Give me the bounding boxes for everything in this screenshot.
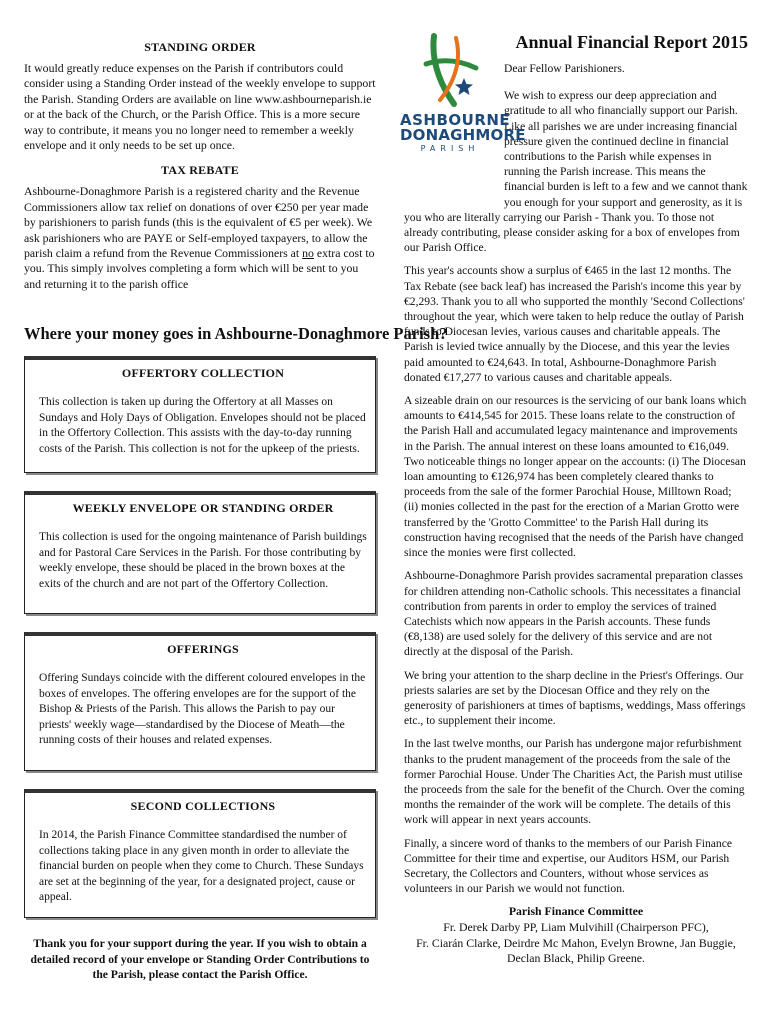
offerings-box	[24, 632, 376, 771]
thanks-note: Thank you for your support during the year. If you wish to obtain a detailed record of your envelope or Standing Order Contributions to the Parish, please contact the Parish Office.	[30, 937, 370, 982]
standing-order-section	[24, 40, 376, 153]
report-paragraph: We bring your attention to the sharp decline in the Priest's Offerings. Our priests salaries are set by the Diocesan Office and they rely on the generosity of parishioners at times of baptisms, weddings, Mass offerings etc., to supplement their income.	[404, 668, 746, 728]
box-text: Offering Sundays coincide with the different coloured envelopes in the boxes of envelopes. The offering envelopes are for the support of the Bishop & Priests of the Parish. This allows the Parish to pay our priests' weekly wage—standardised by the Diocese of Meath—the running costs of their houses and related expenses.	[39, 672, 366, 746]
report-paragraph: Finally, a sincere word of thanks to the members of our Parish Finance Committee for their time and expertise, our Auditors HSM, our Parish Secretary, the Collectors and Counters, without whose services as volunteers in our Parish we would not function.	[404, 836, 732, 896]
logo-line1: ASHBOURNE	[400, 111, 511, 129]
tax-rebate-text-underlined: no	[302, 246, 314, 261]
standing-order-text: It would greatly reduce expenses on the Parish if contributors could consider using a Standing Order instead of the weekly envelope to support the Parish. Standing Orders are available on line www.ashbourneparish.ie or at the back of the Church, or the Parish Office. This is a more secure way to contribute, it means you no longer need to remember a weekly envelope and it only needs to be set up once.	[24, 61, 376, 153]
tax-rebate-text	[24, 184, 376, 292]
paragraph-text: We wish to express our deep appreciation and gratitude to all who financially support our Parish. Like all parishes we are under increasing financial pressure given the continued decline in financial contributions to the Parish while expenses in running the Parish increase. This means the financial burden is left to a few and we cannot thank you enough for your support and generosity, as it is you who are literally carrying our Parish - Thank you. To those not already contributing, please consider asking for a box of envelopes from our Parish Office.	[404, 89, 748, 255]
parish-logo	[400, 30, 526, 153]
second-collections-box	[24, 789, 376, 918]
tax-rebate-heading: TAX REBATE	[161, 163, 239, 178]
cross-star-logo-icon	[420, 30, 480, 108]
left-column	[24, 40, 448, 983]
box-heading: SECOND COLLECTIONS	[130, 799, 276, 814]
committee-name: Parish Finance Committee	[508, 904, 644, 919]
box-heading: OFFERINGS	[167, 642, 239, 657]
box-text: In 2014, the Parish Finance Committee standardised the number of collections taking place in any given month in order to alleviate the financial burden on people when they come to Church. These Sundays are set at the beginning of the year, for a designated project, cause or appeal.	[39, 829, 364, 903]
report-paragraph: A sizeable drain on our resources is the servicing of our bank loans which amounts to €414,545 for 2015. These loans relate to the construction of the Parish Hall and accumulated legacy maintenance and improvements in the Parish. The annual interest on these loans amounted to €16,049. Two noticeable things no longer appear on the accounts: (i) The Diocesan loan amounting to €126,974 has been completely cleared thanks to proceeds from the sale of the former Parochial House, Milltown Road; (ii) monies collected in the past for the erection of a Marian Grotto were transferred by the 'Grotto Committee' to the Parish Hall during its construction having recognised that the needs of the Parish have changed since the monies were first collected.	[404, 394, 747, 560]
tax-rebate-text-part2: extra cost to you. This simply involves completing a form which will be sent to you and returning it to the parish office	[24, 246, 375, 291]
report-paragraph: Ashbourne-Donaghmore Parish provides sacramental preparation classes for children attending non-Catholic schools. This necessitates a financial contribution from parents in order to employ the services of trained Catechists which now appears in the Parish accounts. These funds (€8,138) are used solely for the delivery of this service and are not directly at the disposal of the Parish.	[404, 569, 744, 659]
right-column	[400, 28, 748, 967]
tax-rebate-section	[24, 163, 376, 292]
finance-committee	[404, 904, 748, 966]
logo-line2: DONAGHMORE	[400, 126, 526, 144]
weekly-envelope-box	[24, 491, 376, 614]
box-text: This collection is taken up during the Offertory at all Masses on Sundays and Holy Days of Obligation. Envelopes should not be placed in the Offertory Collection. This assists with the day-to-day running costs of the Parish. This collection is not for the upkeep of the priests.	[39, 396, 366, 455]
report-paragraph: This year's accounts show a surplus of €465 in the last 12 months. The Tax Rebate (see back leaf) has increased the Parish's income this year by €2,293. Thank you to all who supported the monthly 'Second Collections' throughout the year, which were taken to help reduce the outlay of Parish funds to Diocesan levies, various causes and charitable appeals. The Parish is levied twice annually by the Diocese, and this year the levies paid amounted to €24,643. In total, Ashbourne-Donaghmore Parish donated €17,277 to various causes and charitable appeals.	[404, 264, 745, 384]
logo-line3: PARISH	[420, 144, 480, 153]
report-title: Annual Financial Report 2015	[515, 32, 748, 52]
offertory-collection-box	[24, 356, 376, 473]
report-paragraph: In the last twelve months, our Parish has undergone major refurbishment thanks to the prudent management of the proceeds from the sale of the former Parochial House. Under The Charities Act, the Parish must utilise the proceeds from the sale for the benefit of the Church. Over the coming months the remainder of the work will be complete. The details of this work will appear in next years accounts.	[404, 737, 745, 827]
money-section-title: Where your money goes in Ashbourne-Donaghmore Parish?	[24, 324, 448, 344]
committee-line: Fr. Derek Darby PP, Liam Mulvihill (Chairperson PFC),	[443, 919, 709, 934]
greeting: Dear Fellow Parishioners.	[504, 62, 625, 75]
committee-line: Declan Black, Philip Greene.	[507, 951, 645, 966]
committee-line: Fr. Ciarán Clarke, Deirdre Mc Mahon, Evelyn Browne, Jan Buggie,	[416, 935, 736, 950]
box-text: This collection is used for the ongoing maintenance of Parish buildings and for Pastoral Care Services in the Parish. For those contributing by weekly envelope, these should be placed in the brown boxes at the exits of the church and are not part of the Offertory Collection.	[39, 531, 367, 590]
tax-rebate-text-part1: Ashbourne-Donaghmore Parish is a registered charity and the Revenue Commissioners allow tax relief on donations of over €250 per year made by parishioners to parish funds (this is the equivalent of €5 per week). We ask parishioners who are PAYE or Self-employed taxpayers, to allow the parish claim a refund from the Revenue Commissioners at	[24, 184, 373, 261]
box-heading: WEEKLY ENVELOPE OR STANDING ORDER	[72, 501, 334, 516]
box-heading: OFFERTORY COLLECTION	[121, 366, 285, 381]
standing-order-heading: STANDING ORDER	[144, 40, 256, 54]
